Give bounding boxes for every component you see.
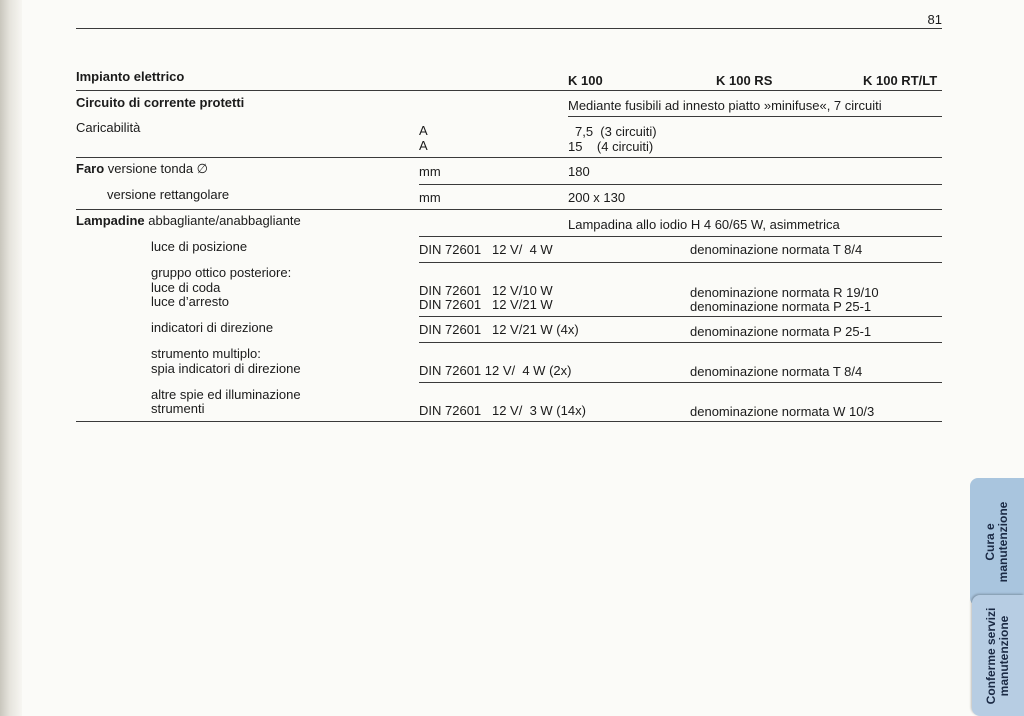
- section-title: Impianto elettrico: [76, 69, 185, 84]
- top-rule: [76, 28, 942, 29]
- column-header-k100rtlt: K 100 RT/LT: [863, 73, 938, 88]
- indicatori-norm: denominazione normata P 25-1: [690, 324, 872, 339]
- arresto-label: luce d’arresto: [151, 294, 230, 309]
- indicatori-din: DIN 72601 12 V/21 W (4x): [419, 322, 579, 337]
- arresto-norm: denominazione normata P 25-1: [690, 299, 872, 314]
- lampadine-label-bold: Lampadine: [76, 213, 145, 228]
- faro-label-rest: versione tonda ∅: [104, 161, 209, 176]
- table-bottom-rule: [76, 421, 942, 422]
- coda-norm: denominazione normata R 19/10: [690, 285, 879, 300]
- posizione-norm: denominazione normata T 8/4: [690, 242, 863, 257]
- row-divider: [419, 382, 942, 383]
- row-divider: [419, 262, 942, 263]
- faro-value: 180: [568, 164, 590, 179]
- tab-cura-manutenzione-label: [984, 502, 1010, 583]
- lampadine-value: Lampadina allo iodio H 4 60/65 W, asimmetrica: [568, 217, 840, 232]
- rettangolare-label: versione rettangolare: [107, 187, 230, 202]
- row-divider: [76, 209, 942, 210]
- coda-din: DIN 72601 12 V/10 W: [419, 283, 553, 298]
- column-header-k100rs: K 100 RS: [716, 73, 773, 88]
- row-divider: [76, 90, 942, 91]
- faro-label: [76, 161, 208, 176]
- row-divider: [419, 316, 942, 317]
- faro-label-bold: Faro: [76, 161, 105, 176]
- page-number: 81: [927, 12, 942, 27]
- rettangolare-unit: mm: [419, 190, 441, 205]
- row-divider: [568, 116, 942, 117]
- strumento-norm: denominazione normata T 8/4: [690, 364, 863, 379]
- strumenti-label: strumenti: [151, 401, 205, 416]
- spia-label: spia indicatori di direzione: [151, 361, 301, 376]
- caricabilita-unit-1: A: [419, 123, 428, 138]
- coda-label: luce di coda: [151, 280, 221, 295]
- spie-din: DIN 72601 12 V/ 3 W (14x): [419, 403, 586, 418]
- spie-norm: denominazione normata W 10/3: [690, 404, 875, 419]
- rettangolare-value: 200 x 130: [568, 190, 626, 205]
- posizione-din: DIN 72601 12 V/ 4 W: [419, 242, 553, 257]
- lampadine-label: [76, 213, 301, 228]
- circuito-value: Mediante fusibili ad innesto piatto »minifuse«, 7 circuiti: [568, 98, 882, 113]
- row-divider: [419, 342, 942, 343]
- tab-cura-manutenzione[interactable]: [970, 478, 1024, 606]
- tab-conferme-servizi[interactable]: [972, 595, 1024, 716]
- tab-conferme-line1: Conferme servizi: [984, 607, 998, 704]
- circuito-label: Circuito di corrente protetti: [76, 95, 245, 110]
- column-header-k100: K 100: [568, 73, 603, 88]
- gruppo-label: gruppo ottico posteriore:: [151, 265, 292, 280]
- row-divider: [419, 236, 942, 237]
- caricabilita-unit-2: A: [419, 138, 428, 153]
- row-divider: [76, 157, 942, 158]
- caricabilita-value-2: 15 (4 circuiti): [568, 139, 654, 154]
- caricabilita-label: Caricabilità: [76, 120, 141, 135]
- indicatori-label: indicatori di direzione: [151, 320, 274, 335]
- faro-unit: mm: [419, 164, 441, 179]
- tab-cura-line2: manutenzione: [996, 501, 1010, 583]
- book-spine-shadow: [0, 0, 22, 716]
- arresto-din: DIN 72601 12 V/21 W: [419, 297, 553, 312]
- strumento-din: DIN 72601 12 V/ 4 W (2x): [419, 363, 572, 378]
- tab-cura-line1: Cura e: [983, 523, 997, 561]
- strumento-label: strumento multiplo:: [151, 346, 261, 361]
- lampadine-label-rest: abbagliante/anabbagliante: [144, 213, 301, 228]
- tab-conferme-servizi-label: [985, 607, 1011, 704]
- spie-label: altre spie ed illuminazione: [151, 387, 301, 402]
- posizione-label: luce di posizione: [151, 239, 248, 254]
- tab-conferme-line2: manutenzione: [997, 615, 1011, 696]
- row-divider: [419, 184, 942, 185]
- caricabilita-value-1: 7,5 (3 circuiti): [575, 124, 657, 139]
